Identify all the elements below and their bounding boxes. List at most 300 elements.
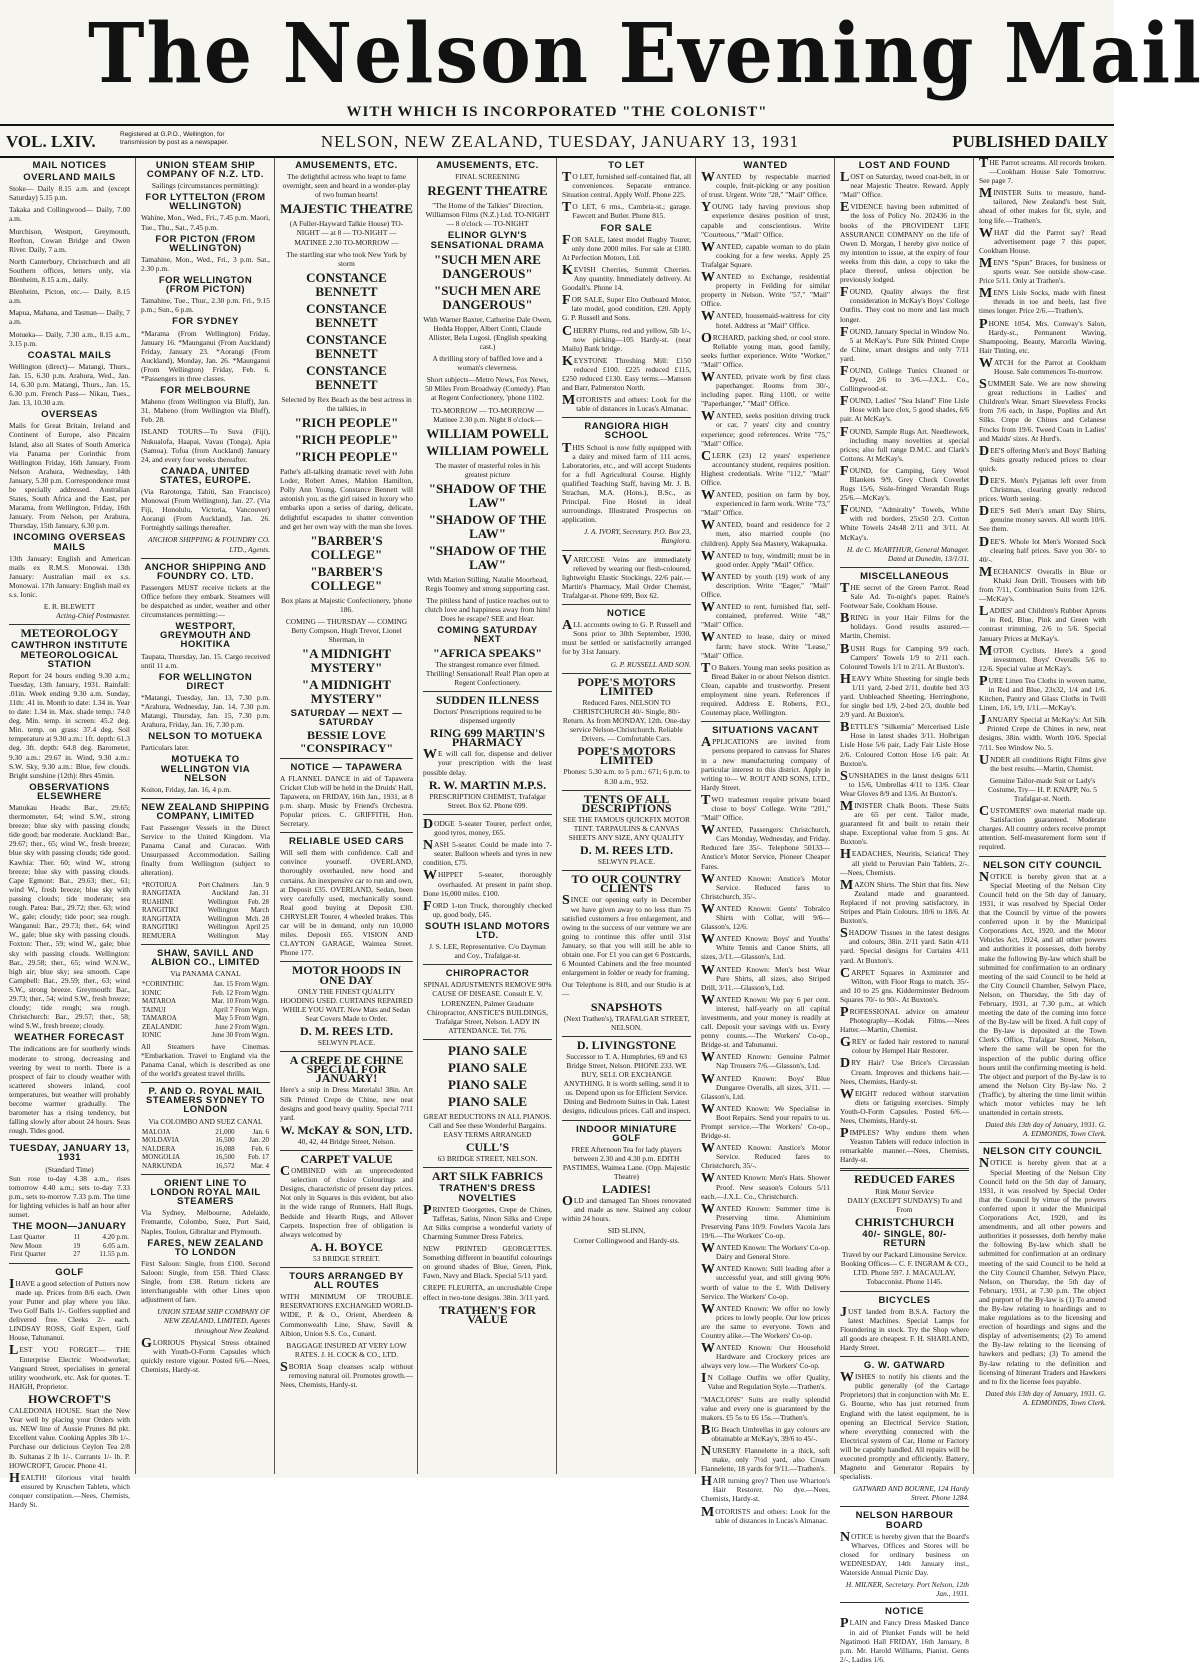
- dance-notice: PLAIN and Fancy Dress Masked Dance in aid of Plunket Funds will be held Ngatimoti Hall FRIDAY, 16th January, 8 p.m. Mr. Harold Williams, Pianist. Gents 2/-, Ladies 1/6.: [840, 1616, 969, 1664]
- table-cell: Mar. 10 From Wgtn.: [211, 997, 269, 1006]
- lost-found-heading: LOST AND FOUND: [858, 160, 951, 171]
- bicycles-heading: BICYCLES: [878, 1294, 931, 1306]
- chiropractor-heading: CHIROPRACTOR: [445, 968, 530, 980]
- golf-ad: IHAVE a good selection of Putters now made up. Prices from 8/6 each. Own your Putter and play where you like. Two Golf Balls 1/-. Golfers supplied and delivered free. Cleeks 2/- each. LINDSAY ROSS, Golf Expert, Golf House, Tahunanui.: [9, 1276, 130, 1343]
- table-cell: 16,500: [215, 1153, 235, 1162]
- dangerous-line: "SUCH MEN ARE DANGEROUS": [434, 251, 541, 281]
- boyce-name: A. H. BOYCE: [310, 1239, 383, 1254]
- table-cell: June 2 From Wgtn.: [215, 1022, 269, 1031]
- saturday-next: SATURDAY — NEXT — SATURDAY: [290, 708, 403, 729]
- table-cell: NARKUNDA: [142, 1161, 183, 1170]
- popes-phones: Phones: 5.30 a.m. to 5 p.m.: 671; 6 p.m. to 8.30 a.m., 952.: [563, 767, 690, 786]
- table-row: [141, 989, 270, 998]
- table-cell: Wellington: [207, 923, 239, 932]
- masthead-subtitle: WITH WHICH IS INCORPORATED "THE COLONIST": [346, 104, 768, 120]
- postmaster-title: Acting-Chief Postmaster.: [56, 611, 130, 621]
- table-row: [141, 1014, 270, 1023]
- lost-found-item: FOUND, Sample Rugs Art. Needlework, including many novelties at special prices; also full range D.M.C. and Clark's Cottons. At McKay's.: [840, 424, 969, 463]
- country-clients-heading: TO OUR COUNTRY CLIENTS: [571, 872, 682, 896]
- golf-heading: GOLF: [55, 1266, 84, 1278]
- livingstone-heading: D. LIVINGSTONE: [576, 1037, 677, 1052]
- trathens-heading: TRATHEN'S DRESS NOVELTIES: [439, 1183, 536, 1204]
- ring-pharmacy: RING 699 MARTIN'S PHARMACY: [430, 726, 545, 750]
- rees-name: D. M. REES LTD.: [580, 843, 673, 858]
- shadow-cast: With Marion Stilling, Natalie Moorhead, Regis Toomey and strong supporting cast.: [425, 574, 550, 593]
- moon-phase-table: [9, 1233, 130, 1259]
- table-cell: June 30 From Wgtn.: [211, 1031, 269, 1040]
- dees-ad-1: DEE'S offering Men's and Boys' Bathing Suits greatly reduced prices to clear quick.: [979, 443, 1106, 473]
- table-cell: 11.55 p.m.: [99, 1250, 129, 1259]
- trathens-footer: TRATHEN'S FOR VALUE: [439, 1302, 536, 1326]
- published-daily: PUBLISHED DAILY: [952, 132, 1108, 151]
- table-row: [9, 1242, 130, 1251]
- mens-socks-ad: MEN'S Lisle Socks, made with finest threads in toe and heels, last five times longer. Price 2/6.—Trathen's.: [979, 286, 1106, 316]
- situations-vacant-ad: APPLICATIONS are invited from persons prepared to canvass for Shares in a new manufacturing company of particular interest to this district. Apply in writing to— W. ROUT AND SONS, LTD., Hardy Street.: [701, 735, 830, 792]
- wanted-item: WANTED by respectable married couple, fruit-picking or any position of trust. Urgent. Write "28," "Mail" Office.: [701, 170, 830, 200]
- table-cell: *CORINTHIC: [142, 980, 184, 989]
- table-cell: Mch. 28: [245, 914, 269, 923]
- table-cell: TAMAROA: [142, 1014, 177, 1023]
- westport-sailings: Taupata, Thursday, Jan. 15. Cargo received until 11 a.m.: [141, 651, 270, 670]
- table-row: [141, 1006, 270, 1015]
- overland-mail-item: Murchison, Westport, Greymouth, Reefton, Cowan Bridge and Owen River. Daily, 7 a.m.: [9, 226, 130, 254]
- anchor-heading: ANCHOR SHIPPING AND FOUNDRY CO. LTD.: [144, 561, 267, 582]
- midnight-mystery-repeats: [280, 647, 413, 706]
- regent-tomorrow: TO-MORROW — TO-MORROW — Matinee 2.30 p.m. Night 8 o'clock—: [431, 405, 544, 424]
- miniature-golf-heading: INDOOR MINIATURE GOLF: [576, 1123, 677, 1144]
- bennett-line: CONSTANCE BENNETT: [306, 331, 387, 361]
- wanted-known-item: WANTED Known: We offer no lowly prices to lowly people. Our low prices are the same to everyone. Town and Country alike.—The Workers' Co-op.: [701, 1301, 830, 1340]
- gatward-ad: WISHES to notify his clients and the public generally (of the Cartage Proprietors) that in conjunction with Mr. E. G. Bourne, who has just returned from England with the latest equipment, he is opening an Electrical Service Station, where everything connected with the Electrical system of Car, Home or Factory will be capably handled. All repairs will be executed promptly and efficiently. Battery, Magneto and Generator Repairs by specialists.: [840, 1370, 969, 1482]
- rink-motor-service: Rink Motor Service: [875, 1186, 934, 1196]
- baggage-ad: BAGGAGE INSURED AT VERY LOW RATES. J. H. COCK & CO., LTD.: [286, 1340, 407, 1359]
- nursery-flannelette-ad: NURSERY Flannelette in a thick, soft make, only 7½d yard, also Cream Flannelette, 18 yards for 9/11.—Trathen's.: [701, 1444, 830, 1474]
- lost-found-item: FOUND, for Camping, Grey Wool Blankets 9/9, Grey Check Coverlet Rugs 15/6, Sisle-fringed Verandah Rugs 25/6.—McKay's.: [840, 463, 969, 503]
- rich-desc: Pathe's all-talking dramatic revel with John Loder, Robert Ames, Mahlon Hamilton, Polly Ann Young. Constance Bennett will astonish you, as the girl raised in luxury who embarks upon a series of daring, delicate, delightful escapades to shatter convention and get her own way with the man she loves.: [280, 467, 413, 531]
- bennett-repeats: [280, 271, 413, 392]
- table-cell: ZEALANDIC: [142, 1022, 183, 1031]
- miscellaneous-item: MAZON Shirts. The Shirt that fits. New Zealand made and guaranteed. Replaced if not proving satisfactory, in Stripes and Plain Colours. 10/6 to 18/6. At Buxton's.: [840, 877, 969, 926]
- popes-ad: Reduced Fares. NELSON TO CHRISTCHURCH 40/- Single, 80/- Return. As from MONDAY, 12th. One-day service Nelson-Christchurch. Reliable Drivers. — Comfortable Cars.: [562, 697, 691, 744]
- fares-text: First Saloon: Single, from £100. Second Saloon: Single, from £58. Third Class: Single, from £38. Return tickets are interchangeable with other Lines upon adjustment of fare.: [141, 1258, 270, 1305]
- carpet-heading: CARPET VALUE: [300, 1152, 393, 1166]
- rees-name: D. M. REES LTD.: [300, 1023, 393, 1038]
- table-cell: Feb. 12 From Wgtn.: [212, 988, 269, 997]
- divider: [9, 1263, 130, 1264]
- overseas-mails: Mails for Great Britain, Ireland and Continent of Europe, also Pitcairn Island, also all States of South America via Panama per Corinthic from Wellington Friday, 16th January. From Nelson Arahura, Wednesday, 14th January, 5.30 p.m. Correspondence must be specially addressed. Australian States, South Africa and the East, per Marama, from Wellington, Friday, 16th January. From Nelson, per Arahura, Thursday, 15th January, 6.30 p.m.: [9, 421, 130, 531]
- dangerous-line: "SUCH MEN ARE DANGEROUS": [434, 282, 541, 312]
- table-cell: RANGITIKI: [142, 923, 179, 932]
- divider: [423, 691, 552, 692]
- miscellaneous-item: BRING in your Hair Films for the holidays. Good results assured.—Martin, Chemist.: [840, 611, 969, 641]
- p-and-o-route: Via COLOMBO AND SUEZ CANAL: [148, 1116, 263, 1126]
- wanted-item: YOUNG lady having previous shop experience desires position of trust, capable and conscientious. Write "Courteous," "Mail" Office.: [701, 200, 830, 239]
- lost-found-item: FOUND, January Special in Window No. 5 at McKay's. Pure Silk Printed Crepe de Chine, smart designs and only 7/11 yard.: [840, 324, 969, 363]
- table-row: [141, 932, 270, 941]
- rich-people-line: "RICH PEOPLE": [294, 432, 399, 448]
- maclons-ad: "MACLONS" Suits are really splendid value and every one is guaranteed by the makers. £5 5s to £6 15s.—Trathen's.: [701, 1394, 830, 1422]
- column-5: [556, 158, 696, 1474]
- divider: [141, 1082, 270, 1083]
- wanted-known-item: WANTED Known: Men's best Wear Pure Shirts, all sizes, also Striped Drill, 3/11.—Glasson's, Ltd.: [701, 962, 830, 992]
- p-and-o-table: [141, 1128, 270, 1171]
- summer-sale-ad: SUMMER Sale. We are now showing great reductions in Ladies' and Children's Wear. Smart Sleeveless Frocks from 7/6 each, in Jaspe, Poplins and Art Silks. Crepe de Chines and Celanese Frocks from 19/6. Tweed Coats in Ladies' and Maids' sizes. At Hurd's.: [979, 377, 1106, 443]
- wanted-item: WANTED, housemaid-waitress for city hotel. Address at "Mail" Office.: [701, 309, 830, 330]
- motor-hoods-heading: MOTOR HOODS IN ONE DAY: [291, 963, 402, 987]
- table-row: [141, 898, 270, 907]
- bennett-line: CONSTANCE BENNETT: [306, 269, 387, 299]
- tapawera-heading: NOTICE — TAPAWERA: [290, 761, 403, 773]
- divider: [979, 856, 1106, 857]
- table-cell: 6.05 a.m.: [102, 1241, 129, 1250]
- table-cell: May: [256, 931, 269, 940]
- table-cell: Wellington: [207, 906, 239, 915]
- piano-desc: GREAT REDUCTIONS IN ALL PIANOS. Call and See these Wonderful Bargains. EASY TERMS ARRANGED: [423, 1111, 552, 1140]
- overland-mail-item: Mapua, Mahana, and Tasman— Daily, 7 a.m.: [9, 308, 130, 327]
- howcroft-heading: HOWCROFT'S: [28, 1391, 111, 1406]
- january-special-ad: JANUARY Special at McKay's: Art Silk Printed Crepe de Chines in new, neat designs, 38in. width. Worth 10/6. Special 7/11. See Window No. 5.: [979, 713, 1106, 752]
- barber-college-line: "BARBER'S COLLEGE": [310, 563, 383, 593]
- used-cars-heading: RELIABLE USED CARS: [288, 836, 405, 848]
- to-let-heading: TO LET: [608, 160, 645, 171]
- africa-desc: The strangest romance ever filmed. Thrilling! Sensational! Real! Plan open at Regent Confectionery.: [425, 659, 550, 687]
- majestic-intro: The delightful actress who leapt to fame overnight, seen and heard in a wonder-play of two human hearts!: [282, 172, 411, 200]
- table-cell: Feb. 6: [251, 1144, 269, 1153]
- to-let-ad: TO LET, furnished self-contained flat, all conveniences. Separate entrance. Situation central. Apply Wolf. Phone 225.: [562, 170, 691, 200]
- for-sale-item: FOR SALE, latest model Rugby Tourer, only done 2000 miles. For sale at £180. At Perfection Motors, Ltd.: [562, 232, 691, 262]
- divider: [562, 1036, 691, 1037]
- ss-agents: UNION STEAM SHIP COMPANY OF NEW ZEALAND, LIMITED, Agents throughout New Zealand.: [157, 1307, 270, 1335]
- russell-notice: ALL accounts owing to G. P. Russell and Sons prior to 30th September, 1930, must be settled or satisfactorily arranged for by 31st January.: [562, 618, 691, 657]
- melbourne-heading: FOR MELBOURNE: [160, 385, 251, 397]
- table-cell: 19: [73, 1241, 81, 1250]
- table-cell: Port Chalmers: [198, 880, 239, 889]
- wanted-item: ORCHARD, packing shed, or cool store. Reliable young man, good family, seeks further experience. Write "Worker," "Mail" Office.: [701, 330, 830, 369]
- wanted-known-item: WANTED Known: Anstice's Motor Service. Reduced fares to Christchurch, 35/-.: [701, 871, 830, 901]
- table-cell: First Quarter: [10, 1250, 46, 1259]
- rich-people-line: "RICH PEOPLE": [294, 415, 399, 431]
- orient-heading: ORIENT LINE TO LONDON ROYAL MAIL STEAMERS: [150, 1178, 261, 1208]
- for-sale-item: KEYSTONE Threshing Mill: £150 reduced £100. £225 reduced £115, £250 reduced £130. Easy terms.—Manson and Barr, Palmerston North.: [562, 353, 691, 393]
- columns: [4, 156, 1110, 1664]
- wanted-item: WANTED, capable woman to do plain cooking for a few weeks. Apply 25 Trafalgar Square.: [701, 239, 830, 269]
- for-sale-item: FOR SALE, Super Elto Outboard Motor, late model, good condition, £20. Apply G. P. Russell and Sons.: [562, 293, 691, 323]
- daily-note: DAILY (EXCEPT SUNDAYS) To and From: [847, 1195, 962, 1214]
- table-row: [141, 923, 270, 932]
- salon-ad: PHONE 1054, Mrs. Conway's Salon, Hardy-st., Permanent Waving, Shampooing, Beauty, Marcella Waving, Hair Tinting, etc.: [979, 316, 1106, 355]
- miscellaneous-item: PIMPLES? Why endure them when Yeaston Tablets will reduce infection in remarkable manner.—Nees, Chemists, Hardy-st.: [840, 1126, 969, 1165]
- gatward-signature: GATWARD AND BOURNE, 124 Hardy Street. Phone 1284.: [852, 1484, 969, 1503]
- table-cell: 27: [73, 1250, 81, 1259]
- lost-found-list: [840, 172, 969, 542]
- wanted-item: WANTED to buy, windmill; must be in good order. Apply "Mail" Office.: [701, 548, 830, 569]
- pharmacy-desc: WE will call for, dispense and deliver your prescription with the least possible delay.: [423, 747, 552, 777]
- rangiora-signature: J. A. IVORY, Secretary. P.O. Box 23, Rangiora.: [584, 527, 691, 546]
- shoe-renovation-ad: OLD and damaged Tan Shoes renovated and made as new. Stained any colour within 24 hours.: [562, 1194, 691, 1224]
- wellington-sailings: Tamahine, Tue., Thur., 2.30 p.m. Fri., 9.15 p.m.; Sun., 6 p.m.: [141, 296, 270, 315]
- wanted-known-item: WANTED Known: Men's Hats. Shower Proof. New season's Colours 5/11 each.—J.X.L. Co., Christchurch.: [701, 1171, 830, 1201]
- column-8: [973, 158, 1111, 1474]
- ladies-heading: LADIES!: [602, 1182, 651, 1197]
- used-cars-ad: Will sell them with confidence. Call and convince yourself. OVERLAND, thoroughly overhauled, new hood and curtains. An inexpensive car to run and own, at Deposit £35. OVERLAND, Sedan, been very carefully used, mechanically sound. Real good buying at Deposit £30. CHRYSLER Tourer, 4 wheeled brakes. This car will be in demand, only run 10,000 miles. Deposit £65. VISION AND CLAYTON GARAGE, Waimea Street. Phone 177.: [280, 848, 413, 958]
- forecast-heading: WEATHER FORECAST: [14, 1032, 125, 1044]
- motueka-wellington-heading: MOTUEKA TO WELLINGTON VIA NELSON: [160, 754, 251, 784]
- table-cell: MALOJA: [142, 1127, 171, 1136]
- chiropractor-ad: SPINAL ADJUSTMENTS REMOVE 90% CAUSE OF DISEASE. Consult E. V. LORENZEN, Palmer Graduate Chiropractor, ANSTICE'S BUILDINGS, Trafalgar Street, Nelson. LADY IN ATTENDANCE. Tel. 776.: [423, 980, 552, 1035]
- coastal-mails: Wellington (direct)— Matangi, Thurs., Jan. 15, 6.30 p.m. Arahura, Wed., Jan. 14, 6.30 p.m. Matangi, Thurs., Jan. 15, 6.30 p.m. French Pass— Nikau, Tues., Jan. 13, 10.30 a.m.: [9, 361, 130, 408]
- wanted-known-list: [701, 792, 830, 1371]
- woodworker-ad: LEST YOU FORGET— THE Enterprise Electric Woodworker, Vanguard Street, specialises in general utility woodwork, etc. Ask for quotes. T. HAIGH, Proprietor.: [9, 1343, 130, 1391]
- martin-sub: PRESCRIPTION CHEMIST, Trafalgar Street. Box 62. Phone 699.: [429, 791, 546, 810]
- nzs-intro: Fast Passenger Vessels in the Direct Service to the United Kingdom. Via Panama Canal and Curacao. With Unsurpassed Accommodation. Sailing finally from Wellington (subject to alteration).: [141, 823, 270, 878]
- table-row: [141, 1031, 270, 1040]
- wellington-direct-heading: FOR WELLINGTON DIRECT: [158, 671, 253, 692]
- table-cell: April 7 From Wgtn.: [213, 1005, 269, 1014]
- overland-mail-item: Blenheim, Picton, etc.— Daily, 8.15 a.m.: [9, 287, 130, 306]
- dangerous-repeats: [423, 253, 552, 312]
- divider: [141, 798, 270, 799]
- masthead: [88, 5, 1203, 102]
- piano-sale-line: PIANO SALE: [447, 1042, 528, 1058]
- amusements-heading: AMUSEMENTS, ETC.: [295, 160, 398, 171]
- art-silk-heading: ART SILK FABRICS: [431, 1169, 544, 1184]
- majestic-desc: The startling star who took New York by storm: [286, 249, 407, 268]
- table-row: [9, 1233, 130, 1242]
- table-cell: Wellington: [207, 931, 239, 940]
- divider: [423, 1039, 552, 1040]
- table-cell: Jan. 15 From Wgtn.: [213, 980, 269, 989]
- table-cell: MONGOLIA: [142, 1153, 181, 1162]
- gatward-heading: G. W. GATWARD: [863, 1360, 946, 1372]
- table-row: [141, 1145, 270, 1154]
- table-row: [141, 1023, 270, 1032]
- orient-route: Via Sydney, Melbourne, Adelaide, Fremantle, Colombo, Suez, Port Said, Naples, Toulon, Gibraltar and Plymouth.: [141, 1208, 270, 1236]
- table-cell: Jan. 6: [252, 1127, 269, 1136]
- melbourne-sailings: Maheno (from Wellington via Bluff), Jan. 31. Maheno (from Wellington via Bluff), Feb. 28.: [141, 397, 270, 425]
- p-and-o-table-body: [141, 1128, 270, 1171]
- divider: [701, 721, 830, 722]
- regent-tagline: A thrilling story of baffled love and a woman's cleverness.: [432, 354, 543, 373]
- motor-hoods-ad: ONLY THE FINEST QUALITY HOODING USED. CURTAINS REPAIRED WHILE YOU WAIT. New Mats and Sedan Seat Covers Made to Order.: [280, 986, 413, 1023]
- incoming-mails: 13th January: English and American mails ex R.M.S. Monowai. 13th January: Australian mail ex s.s. Monowai. 17th January: English mail ex s.s. Ionic.: [9, 553, 130, 600]
- wanted-known-item: WANTED, Passengers: Christchurch, Cars Monday, Wednesday, and Friday. Reduced fare 35/-. Telephone 50133—Anstice's Motor Service, Pioneer Cheaper Fares.: [701, 823, 830, 871]
- table-cell: April 25: [245, 923, 269, 932]
- africa-speaks: "AFRICA SPEAKS": [432, 645, 542, 660]
- table-row: [141, 906, 270, 915]
- bessie-love: BESSIE LOVE: [306, 728, 387, 743]
- mckay-name: W. McKAY & SON, LTD.: [280, 1122, 413, 1137]
- new-printed: NEW PRINTED GEORGETTES. Something different in beautiful colourings on ground shades of Blue, Green, Pink, Fawn, Navy and Black. Special 5/11 yard.: [423, 1244, 552, 1281]
- shaw-savill-heading: SHAW, SAVILL AND ALBION CO., LIMITED: [151, 948, 260, 969]
- miscellaneous-item: PROFESSIONAL advice on amateur Photography—Kodak Films.—Nees Hatter.—Martin, Chemist.: [840, 1004, 969, 1035]
- table-cell: TAINUI: [142, 1005, 166, 1014]
- wanted-known-item: WANTED Known: The Workers' Co-op. Dairy and General Store.: [701, 1241, 830, 1262]
- divider: [562, 1120, 691, 1121]
- table-cell: *ROTOIUA: [142, 880, 177, 889]
- wanted-item: WANTED, board and residence for 2 men, also married couple (no children). Apply Sea Mastery, Wakapuaka.: [701, 518, 830, 548]
- dodge-ad: DODGE 5-seater Tourer, perfect order, good tyres, money, £65.: [423, 816, 552, 838]
- table-row: [141, 1153, 270, 1162]
- divider: [280, 832, 413, 833]
- sboria-ad: SBORIA Soap cleanses scalp without removing natural oil. Promotes growth.—Nees, Chemists, Hardy-st.: [280, 1359, 413, 1390]
- miscellaneous-item: SHADOW Tissues in the latest designs and colours, 38in. 2/11 yard. Satin 4/11 yard. Special designs for Curtains 4/11 yard. At Buxton's.: [840, 926, 969, 965]
- health-ad: HEALTH! Glorious vital health ensured by Kruschen Tablets, which conquer constipation.—Nees, Chemists, Hardy St.: [9, 1470, 130, 1509]
- westport-heading: WESTPORT, GREYMOUTH AND HOKITIKA: [159, 621, 252, 651]
- wanted-known-item: WANTED Known: Genuine Palmer Nap Trousers 7/6.—Glasson's, Ltd.: [701, 1050, 830, 1071]
- column-7: [834, 158, 974, 1664]
- rees-address: SELWYN PLACE.: [317, 1038, 376, 1048]
- table-cell: New Moon: [10, 1241, 42, 1250]
- snapshots-heading: SNAPSHOTS: [590, 999, 663, 1014]
- studio-phone: Our Telephone is 810, and our Studio is at—: [562, 980, 691, 999]
- wanted-known-item: WANTED Known: Gents' Tobralco Shirts with Collar, will 9/6—Glasson's, 12/6.: [701, 901, 830, 932]
- divider: [562, 417, 691, 418]
- table-cell: Feb. 17: [248, 1153, 269, 1162]
- divider: [562, 673, 691, 674]
- midnight-mystery-line: "A MIDNIGHT MYSTERY": [301, 646, 392, 676]
- regent-sub: "The Home of the Talkies" Direction, Williamson Films (N.Z.) Ltd. TO-NIGHT — 8 o'clock — TO-NIGHT: [425, 201, 550, 229]
- overland-mails-list: [9, 184, 130, 348]
- whippet-ad: WHIPPET 5-seater, thoroughly overhauled. At present in paint shop. Done 16,000 miles. £100.: [423, 868, 552, 898]
- miscellaneous-item: HEADACHES, Neuritis, Sciatica! They all yield to Peruvian Pain Tablets, 2/-.—Nees, Chemists.: [840, 847, 969, 877]
- city-council-notice-2: NOTICE is hereby given that at a Special Meeting of the Nelson City Council held on the 5th day of January, 1931, it was resolved by Special Order that the Council by virtue of the powers conferred upon it under the Municipal Corporations Act, 1920, and its amendments, and all other powers and authorities it possesses, doth hereby make the following By-law which shall be submitted for confirmation at an ordinary meeting of the said Council to be held at the City Council Chamber, Selwyn Place, Nelson, on Thursday, the 5th day of February, 1931, at 7.30 p.m. The object and purport of the By-law is (1) To amend the By-law relating to hoardings and to make regulations as to the licensing and erection of hoardings and signs and the display of advertisements; (2) To amend the By-law relating to the licensing of hawkers and pedlars; (3) To amend the By-law relating to the definition and licensing of Itinerant Traders and Hawkers and to fix the license fees payable.: [979, 1156, 1106, 1386]
- union-agents: ANCHOR SHIPPING & FOUNDRY CO. LTD., Agents.: [147, 535, 270, 554]
- city-council-heading-2: NELSON CITY COUNCIL: [982, 1146, 1103, 1158]
- miscellaneous-item: MINISTER Chalk Boots. These Suits are 65 per cent. Tailor made, guaranteed fit and built to retain their shape. Exceptional value from 5 gns. At Buxton's.: [840, 799, 969, 847]
- meteorology-report: Report for 24 hours ending 9.30 a.m.; Tuesday, 13th January, 1931. Rainfall: .01in. Week ending 9.30 a.m. Sunday, 11th: .41 in. Month to date: 1.34 in. Year to date: 1.34 in. Max. shade temp.: 74.0 deg. Min. temp. in screen: 45.2 deg. Min. temp. on grass: 37.4 deg. Soil temperature at 9.30 a.m.: 1ft. depth: 61.3 deg. 3ft. depth: 64.8 deg. Barometer, 9.30 a.m.: 29.67 in. Wind, 9.30 a.m.: S.W. Sky, 9.30 a.m.: Blue, few clouds. Bright sunshine (12th): 8hrs 45min.: [9, 670, 130, 780]
- wanted-item: WANTED, private work by first class paperhanger. Rooms from 30/-, including paper. Ring 1100, or write "Paperhanger," "Mail" Office.: [701, 369, 830, 409]
- table-cell: Jan. 9: [252, 880, 269, 889]
- lost-found-item: FOUND, "Admiralty" Towels, White with red borders, 25x50 2/3. Cotton White Towels 24x48 2/11 and 3/11. At McKay's.: [840, 503, 969, 542]
- slinn-address: Corner Collingwood and Hardy-sts.: [573, 1235, 680, 1245]
- wanted-item: WANTED, position on farm by boy, experienced in farm work. Write "73," "Mail" Office.: [701, 488, 830, 518]
- table-cell: Auckland: [211, 889, 239, 898]
- table-cell: Wellington: [207, 897, 239, 906]
- wanted-known-item: WANTED Known: Anstice's Motor Service. Reduced fares to Christchurch, 35/-.: [701, 1141, 830, 1171]
- motueka-wellington-sailings: Koiton, Friday, Jan. 16, 4 p.m.: [141, 784, 232, 794]
- tours-ad: WITH MINIMUM OF TROUBLE. RESERVATIONS EXCHANGED WORLD-WIDE, P. & O., Orient, Aberdeen & Commonwealth Line, Shaw, Savill & Albion, Union S.S. Co., Cunard.: [280, 1292, 413, 1338]
- table-cell: RANGITATA: [142, 914, 181, 923]
- films-ad: UNDER all conditions Right Films give the best results.—Martin, Chemist.: [979, 752, 1106, 773]
- table-cell: MATAROA: [142, 997, 177, 1006]
- coastal-mails-heading: COASTAL MAILS: [27, 349, 112, 361]
- watch-parrot-ad: WATCH for the Parrot at Cookham House. Sale commences To-morrow.: [979, 355, 1106, 376]
- canada-heading: CANADA, UNITED STATES, EUROPE.: [159, 465, 252, 486]
- overseas-heading: OVERSEAS: [41, 409, 98, 421]
- powell-sub: The master of masterful roles in his greatest picture: [434, 460, 541, 479]
- popes-heading: POPE'S MOTORS LIMITED: [577, 674, 676, 698]
- motueka-heading: NELSON TO MOTUEKA: [148, 731, 263, 743]
- midnight-mystery-line: "A MIDNIGHT MYSTERY": [301, 677, 392, 707]
- divider: [423, 1167, 552, 1168]
- miscellaneous-item: BUSH Rugs for Camping 9/9 each. Campers' Towels 1/9 to 2/11 each. Coloured Towels 1/1 to 2/11. At Buxton's.: [840, 641, 969, 671]
- south-island-motors-heading: SOUTH ISLAND MOTORS LTD.: [425, 920, 550, 941]
- cawthron-heading: CAWTHRON INSTITUTE METEOROLOGICAL STATION: [11, 640, 128, 670]
- divider: [840, 1506, 969, 1507]
- knapp-tailor-ad: Genuine Tailor-made Suit or Lady's Costume, Try— H. P. KNAPP, No. 5 Trafalgar-st. North.: [987, 775, 1098, 803]
- tapawera-notice: A FLANNEL DANCE in aid of Tapawera Cricket Club will be held in the Druids' Hall, Tapawera, on FRIDAY, 16th Jan., 1931, at 8 p.m. sharp. Music by Friend's Orchestra. Popular prices. C. GRIFFITH, Hon. Secretary.: [280, 773, 413, 829]
- divider: [562, 604, 691, 605]
- city-council-notice: NOTICE is hereby given that at a Special Meeting of the Nelson City Council held on the 5th day of January, 1931, it was resolved by Special Order that the Council by virtue of the powers conferred upon it by the Municipal Corporations Act, 1920, and the Motor Vehicles Act, 1924, and all other powers and authorities it possesses, doth hereby make the following By-law which shall be submitted for confirmation to an ordinary meeting of the said Council to be held at the City Council Chamber, Selwyn Place, Nelson, on Thursday, the 5th day of February, 1931, at 7.30 p.m., at which meeting the date of the coming into force of the By-law will be fixed. A full copy of the By-law is deposited at the Town Clerk's Office, Trafalgar Street, Nelson, where the same will be open for the inspection of the public during office hours until the confirming meeting is held. The object and purport of the By-law is to amend the Nelson City By-law No. 2 (Traffic), by altering the time limit within which motor vehicles may be left unattended in certain streets.: [979, 869, 1106, 1118]
- conspiracy-title: "CONSPIRACY": [299, 741, 394, 756]
- table-cell: 16,500: [215, 1136, 235, 1145]
- divider: [840, 1356, 969, 1357]
- divider: [979, 1142, 1106, 1143]
- picton-heading: FOR PICTON (FROM WELLINGTON): [155, 233, 256, 254]
- meteorology-heading: METEOROLOGY: [20, 626, 119, 641]
- regent-cast: With Warner Baxter, Catherine Dale Owen, Hedda Hopper, Albert Conti, Claude Allister, Bela Lugosi. (English speaking cast.): [423, 314, 552, 351]
- for-sale-list: [562, 232, 691, 414]
- lost-found-item: LOST on Saturday, tweed coat-belt, in or near Majestic Theatre. Reward. Apply "Mail" Office.: [840, 170, 969, 200]
- tents-ad: SEE THE FAMOUS QUICKFIX MOTOR TENT. TARPAULINS & CANVAS SHEETS ANY SIZE, ANY QUALITY: [563, 814, 690, 842]
- picton-sailings: Tamahine, Mon., Wed., Fri., 3 p.m. Sat., 2.30 p.m.: [141, 254, 270, 273]
- city-council-signature: Dated this 13th day of January, 1931. G. A. EDMONDS, Town Clerk.: [985, 1120, 1106, 1139]
- column-4: [417, 158, 557, 1474]
- dees-ad-3: DEE'S Sell Men's smart Day Shirts, genuine money savers. All worth 10/6. See them.: [979, 504, 1106, 534]
- lyttelton-heading: FOR LYTTELTON (FROM WELLINGTON): [145, 192, 266, 213]
- russell-signature: G. P. RUSSELL AND SON.: [610, 659, 691, 669]
- divider: [840, 1602, 969, 1603]
- shadow-law-line: "SHADOW OF THE LAW": [428, 542, 547, 572]
- table-row: [141, 997, 270, 1006]
- powell-line: WILLIAM POWELL: [426, 425, 549, 441]
- table-cell: 21,000: [215, 1127, 235, 1136]
- mens-braces-ad: MEN'S "Spun" Braces, for business or sports wear. See outside show-case. Price 5/11. Only at Trathen's.: [979, 255, 1106, 286]
- anchor-notice: Passengers MUST receive tickets at the Office before they embark. Steamers will be despatched as under, weather and other circumstances permitting:—: [141, 582, 270, 620]
- powell-repeats: [423, 427, 552, 458]
- crepe-fleurita: CREPE FLEURITA, an uncrushable Crepe effect in two-tone designs. 38in. 3/11 yard.: [423, 1283, 552, 1302]
- printed-georgettes: PRINTED Georgettes, Crepe de Chines, Taffetas, Satins, Ninon Silks and Crepe Art Silks comprise a wonderful variety of Charming Summer Dress Fabrics.: [423, 1202, 552, 1241]
- divider: [9, 624, 130, 625]
- crepe-heading: A CREPE DE CHINE SPECIAL FOR JANUARY!: [289, 1053, 404, 1086]
- miscellaneous-item: THE secret of the Green Parrot. Read Sale Ad. To-night's paper. Raine's Footwear Sale, Cookham House.: [840, 580, 969, 611]
- table-row: [141, 889, 270, 898]
- nash-ad: NASH 5-seater. Could be made into 7-seater. Balloon wheels and tyres in new condition, £75.: [423, 838, 552, 868]
- rich-people-line: "RICH PEOPLE": [294, 449, 399, 465]
- piano-sale-line: PIANO SALE: [447, 1059, 528, 1075]
- forecast-text: The indications are for southerly winds moderate to strong, decreasing and veering by west to north. There is a prospect of fair to cloudy weather with scattered showers inland, cool temperatures, but weather will probably become warmer gradually. The barometer has a rising tendency, but falling slowly after about 24 hours. Seas rough. Tides good.: [9, 1044, 130, 1136]
- dees-ad-2: DEE'S. Men's Pyjamas left over from Christmas, clearing greatly reduced prices. Worth seeing.: [979, 474, 1106, 504]
- miscellaneous-item: SUNSHADES in the latest designs 6/11 to 15/6, Umbrellas 4/11 to 13/6. Clear Wear Gloves 8/9 and 13/6. At Buxton's.: [840, 768, 969, 798]
- sydney-heading: FOR SYDNEY: [172, 316, 239, 328]
- table-cell: REMUERA: [142, 931, 177, 940]
- divider: [423, 964, 552, 965]
- city-council-signature-2: Dated this 13th day of January, 1931. G. A. EDMONDS, Town Clerk.: [985, 1388, 1106, 1407]
- harbour-board-signature: H. MILNER, Secretary. Port Nelson, 12th Jan., 1931.: [845, 1580, 969, 1599]
- wanted-item: WANTED to lease, dairy or mixed farm; have stock. Write "Lease," "Mail" Office.: [701, 630, 830, 660]
- wanted-item: WANTED to Exchange, residential property in Feilding for similar property in Nelson. Write "57," "Mail" Office.: [701, 270, 830, 309]
- divider: [423, 814, 552, 815]
- moon-table: [9, 1233, 130, 1259]
- overland-mail-item: Stoke— Daily 8.15 a.m. and (except Saturday) 5.15 p.m.: [9, 184, 130, 203]
- table-cell: MOLDAVIA: [142, 1136, 180, 1145]
- wanted-known-item: WANTED Known: Still leading after a successful year, and still giving 90% worth of value to the £. With Delivery Service. The Workers' Co-op.: [701, 1262, 830, 1301]
- column-1: [4, 158, 135, 1509]
- lost-found-item: FOUND, Ladies' "Sea Island" Fine Lisle Hose with lace clox, 5 good shades, 6/6 pair. At McKay's.: [840, 394, 969, 424]
- table-cell: Jan. 20: [249, 1136, 269, 1145]
- tours-heading: TOURS ARRANGED BY ALL ROUTES: [289, 1271, 404, 1292]
- carpet-ad: COMBINED with an unprecedented selection of choice Colourings and Designs, characteristic of present day prices. Not only in Squares is this evident, but also in the wide range of Runners, Hall Rugs, Bedside and Hearth Rugs, and Allover Carpets. Inspection free of obligation is always welcomed by: [280, 1164, 413, 1239]
- incoming-mails-heading: INCOMING OVERSEAS MAILS: [13, 532, 126, 553]
- dees-ad-4: DEE'S. Whole lot Men's Worsted Sock clearing half prices. Save you 30/- to 40/-.: [979, 534, 1106, 564]
- motorists-ad: MOTORISTS and others: Look for the table of distances in Lucas's Almanac.: [701, 1504, 830, 1525]
- divider: [562, 550, 691, 551]
- majestic-theatre-title: MAJESTIC THEATRE: [280, 201, 413, 217]
- wanted-item: WANTED, seeks position driving truck or car, 7 years' city and country experience; good references. Write "75," "Mail" Office.: [701, 409, 830, 448]
- table-row: [141, 1128, 270, 1137]
- mail-notices-heading: MAIL NOTICES: [32, 160, 107, 171]
- observations-report: Manukau Heads: Bar., 29.65; thermometer, 64; wind S.W., strong breeze; blue sky with passing clouds; tide good; bar moderate. Auckland: Bar., 29.67; ther., 65; wind W., fresh breeze; blue sky with passing clouds; tide good. Kawhia: Ther. 60; wind W., strong breeze; blue sky with passing clouds. Cape Egmont: Bar., 29.63; ther., 61; wind W., fresh breeze; blue sky with passing clouds; tide moderate; sea rough. Patea: Bar., 29.72; ther. 63; wind W., gale; cloudy; tide poor; sea rough. Wanganui: Bar., 29.73; ther., 64; wind W., gale; blue sky with passing clouds. Foxton: Ther., 59; wind W., gale; blue sky with passing clouds. Wellington: Bar., 29.58; ther., 65; wind W.N.W., high air; blue sky; sea smooth. Cape Campbell: Bar., 29.59; ther., 63; wind S.W., strong breeze. Greymouth: Bar., 29.73; ther., 54; wind S.W., fresh breeze; cloudy; tide rough; sea rough. Christchurch: Bar., 29.57; ther., 58; wind S.W., fresh breeze; cloudy.: [9, 803, 130, 1031]
